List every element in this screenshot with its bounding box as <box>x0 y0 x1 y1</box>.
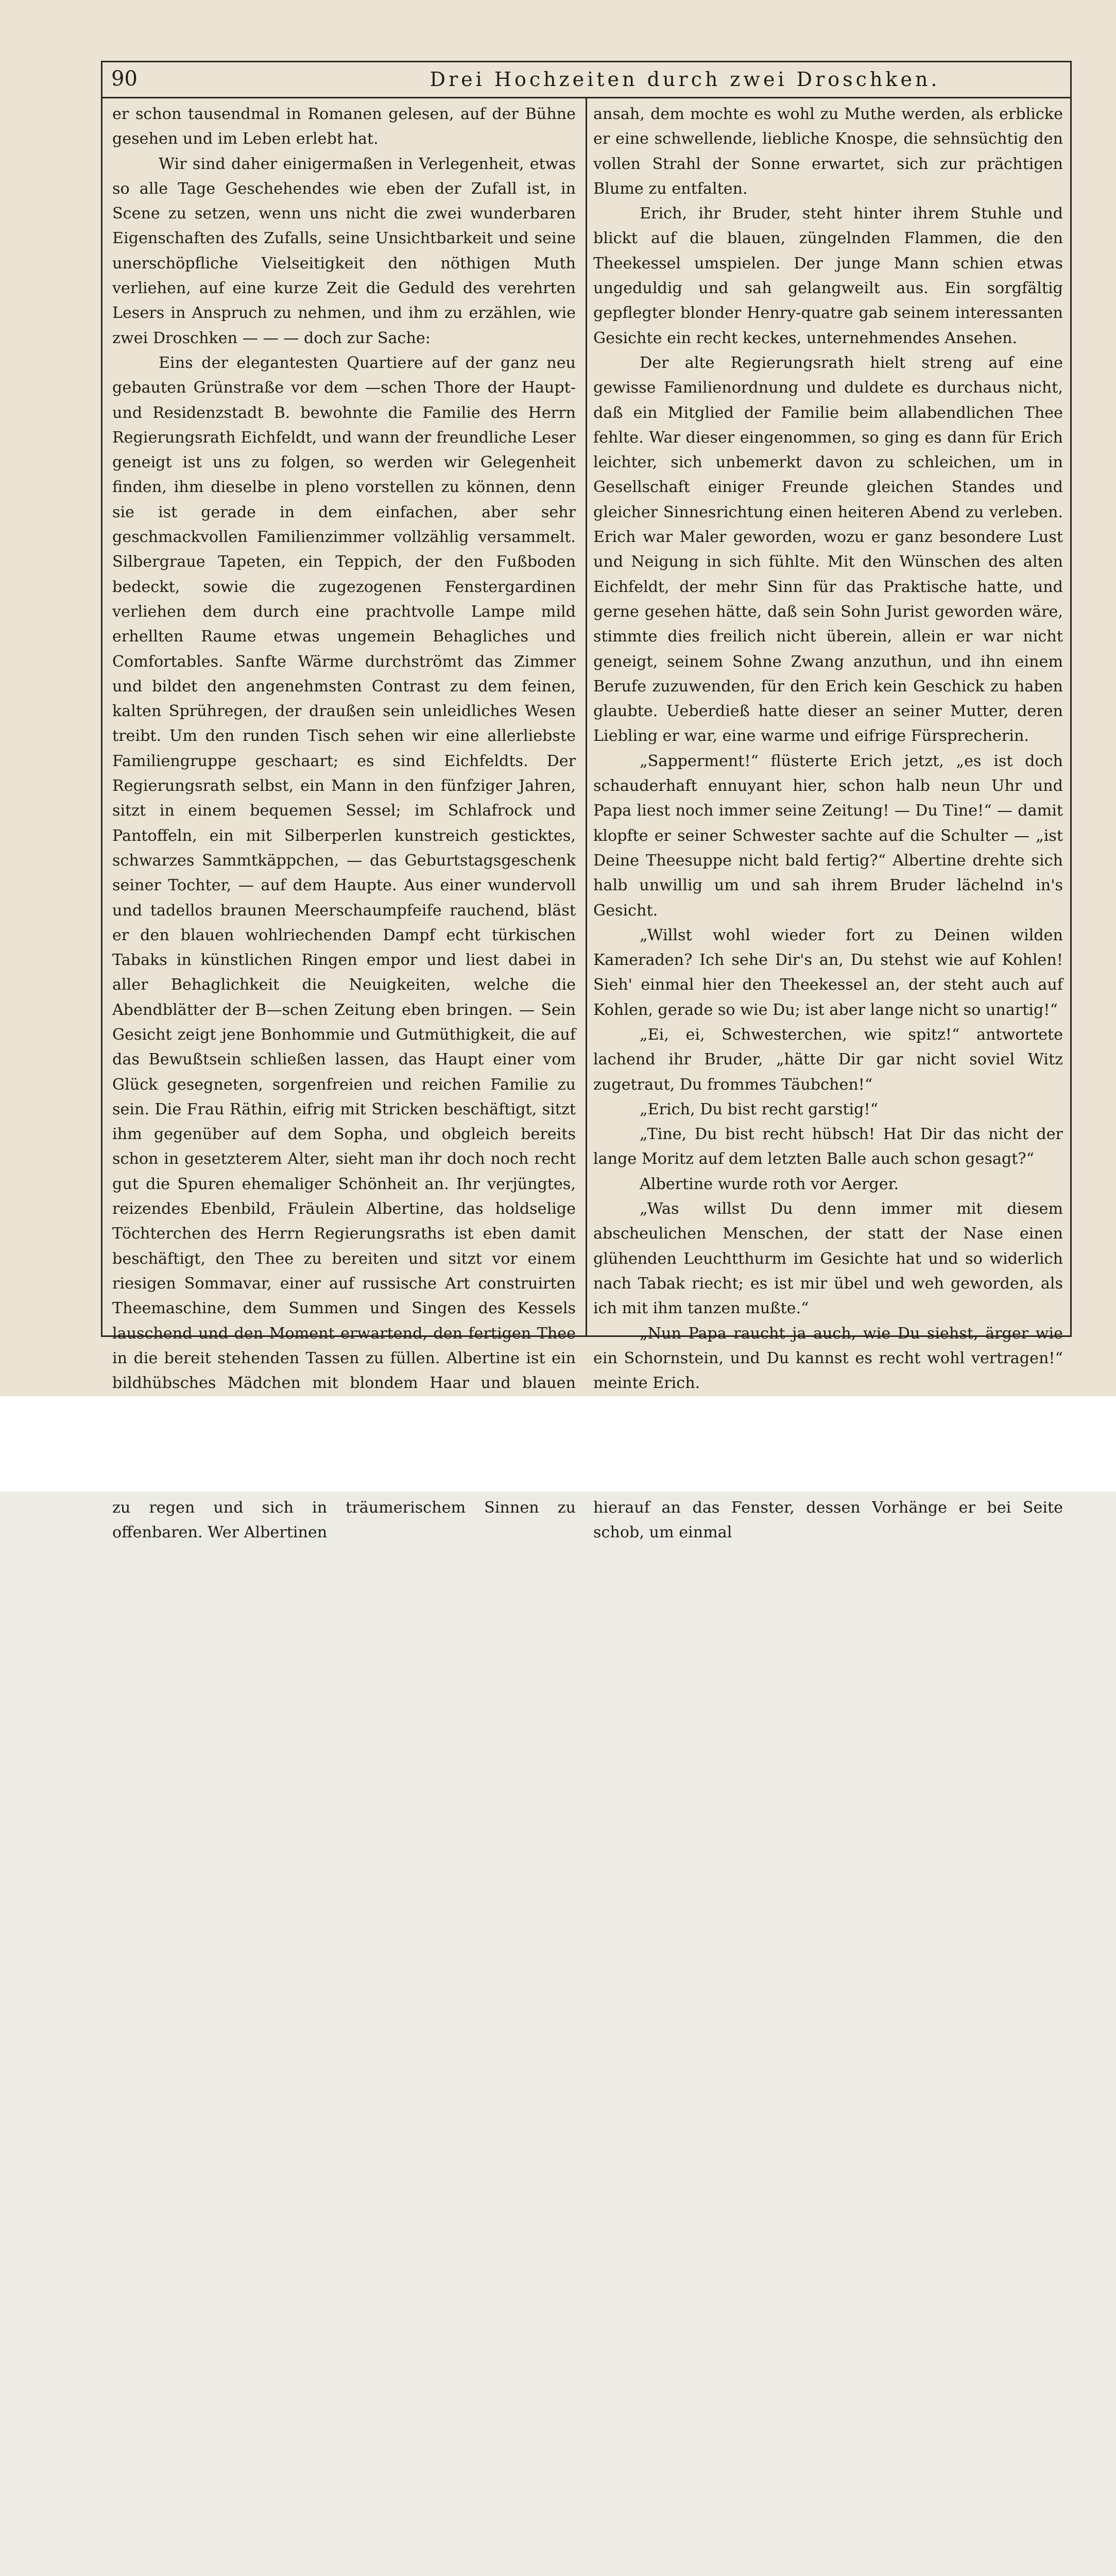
paragraph: Erich, ihr Bruder, steht hinter ihrem Stuhle und blickt auf die blauen, züngelnden Flammen, die den Theekessel umspielen. Der junge Mann schien etwas ungeduldig und sah gelangweilt aus. Ein sorgfältig gepflegter blonder Henry-quatre gab seinem interessanten Gesichte ein recht keckes, unternehmendes Ansehen. <box>593 205 1063 347</box>
paragraph: „Willst wohl wieder fort zu Deinen wilden Kameraden? Ich sehe Dir's an, Du stehst wie auf Kohlen! Sieh' einmal hier den Theekessel an, der steht auch auf Kohlen, gerade so wie Du; ist aber lange nicht so unartig!“ <box>593 926 1063 1019</box>
paragraph: „Was willst Du denn immer mit diesem abscheulichen Menschen, der statt der Nase einen glühenden Leuchtthurm im Gesichte hat und so widerlich nach Tabak riecht; es ist mir übel und weh geworden, als ich mit ihm tanzen mußte.“ <box>593 1200 1063 1318</box>
paragraph: „Tine, Du bist recht hübsch! Hat Dir das nicht der lange Moritz auf dem letzten Balle auch schon gesagt?“ <box>593 1125 1063 1168</box>
paragraph: „Ei, ei, Schwesterchen, wie spitz!“ antwortete lachend ihr Bruder, „hätte Dir gar nicht soviel Witz zugetraut, Du frommes Täubchen!“ <box>593 1025 1063 1094</box>
left-column <box>112 102 576 1545</box>
paragraph: „Nun Papa raucht ja auch, wie Du siehst, ärger wie ein Schornstein, und Du kannst es recht wohl vertragen!“ meinte Erich. <box>593 1324 1063 1393</box>
paragraph: ansah, dem mochte es wohl zu Muthe werden, als erblicke er eine schwellende, liebliche Knospe, die sehnsüchtig den vollen Strahl der Sonne erwartet, sich zur prächtigen Blume zu entfalten. <box>593 105 1063 198</box>
paragraph: „Erich, Du bist recht garstig!“ <box>640 1100 879 1118</box>
page-number: 90 <box>111 67 138 91</box>
paragraph: Wir sind daher einigermaßen in Verlegenheit, etwas so alle Tage Geschehendes wie eben der Zufall ist, in Scene zu setzen, wenn uns nicht die zwei wunderbaren Eigenschaften des Zufalls, seine Unsichtbarkeit und seine unerschöpfliche Vielseitigkeit den nöthigen Muth verliehen, auf eine kurze Zeit die Geduld des verehrten Lesers in Anspruch zu nehmen, und ihm zu erzählen, wie zwei Droschken — — — doch zur Sache: <box>112 155 576 347</box>
paragraph: er schon tausendmal in Romanen gelesen, auf der Bühne gesehen und im Leben erlebt hat. <box>112 105 576 148</box>
column-divider <box>586 98 587 1337</box>
right-column <box>593 102 1063 1545</box>
paragraph: hierauf an das Fenster, dessen Vorhänge er bei Seite schob, um einmal <box>593 1498 1063 1541</box>
running-title: Drei Hochzeiten durch zwei Droschken. <box>430 68 940 91</box>
paragraph: Eins der elegantesten Quartiere auf der ganz neu gebauten Grünstraße vor dem —schen Thore der Haupt- und Residenzstadt B. bewohnte die Familie des Herrn Regierungsrath Eichfeldt, und wann der freundliche Leser geneigt ist uns zu folgen, so werden wir Gelegenheit finden, ihm dieselbe in pleno vorstellen zu können, denn sie ist gerade in dem einfachen, aber sehr geschmackvollen Familienzimmer vollzählig versammelt. Silbergraue Tapeten, ein Teppich, der den Fußboden bedeckt, sowie die zugezogenen Fenstergardinen verliehen dem durch eine prachtvolle Lampe mild erhellten Raume etwas ungemein Behagliches und Comfortables. Sanfte Wärme durchströmt das Zimmer und bildet den angenehmsten Contrast zu dem feinen, kalten Sprühregen, der draußen sein unleidliches Wesen treibt. Um den runden Tisch sehen wir eine allerliebste Familiengruppe geschaart; es sind Eichfeldts. Der Regierungsrath selbst, ein Mann in den fünfziger Jahren, sitzt in einem bequemen Sessel; im Schlafrock und Pantoffeln, ein mit Silberperlen kunstreich gesticktes, schwarzes Sammtkäppchen, — das Geburtstagsgeschenk seiner Tochter, — auf dem Haupte. Aus einer wundervoll und tadellos braunen Meerschaumpfeife rauchend, bläst er den blauen wohlriechenden Dampf echt türkischen Tabaks in künstlichen Ringen empor und liest dabei in aller Behaglichkeit die Neuigkeiten, welche die Abendblätter der B—schen Zeitung eben bringen. — Sein Gesicht zeigt jene Bonhommie und Gutmüthigkeit, die auf das Bewußtsein schließen lassen, das Haupt einer vom Glück gesegneten, sorgenfreien und reichen Familie zu sein. Die Frau Räthin, eifrig mit Stricken beschäftigt, sitzt ihm gegenüber auf dem Sopha, und obgleich bereits schon in gesetzterem Alter, sieht man ihr doch noch recht gut die Spuren ehemaliger Schönheit an. Ihr verjüngtes, reizendes Ebenbild, Fräulein Albertine, das holdselige Töchterchen des Herrn Regierungsraths ist eben damit beschäftigt, den Thee zu bereiten und sitzt vor einem riesigen Sommavar, einer auf russische Art construirten Theemaschine, dem Summen und Singen des Kessels lauschend und den Moment erwartend, den fertigen Thee in die bereit stehenden Tassen zu füllen. Albertine ist ein bildhübsches Mädchen mit blondem Haar und blauen zu regen und sich in träumerischem Sinnen zu offenbaren. Wer Albertinen <box>112 353 576 1541</box>
paragraph: „Sapperment!“ flüsterte Erich jetzt, „es ist doch schauderhaft ennuyant hier, schon halb neun Uhr und Papa liest noch immer seine Zeitung! — Du Tine!“ — damit klopfte er seiner Schwester sachte auf die Schulter — „ist Deine Theesuppe nicht bald fertig?“ Albertine drehte sich halb unwillig um und sah ihrem Bruder lächelnd in's Gesicht. <box>593 752 1063 920</box>
viewer-footer <box>0 1396 1116 1492</box>
paragraph: Albertine wurde roth vor Aerger. <box>640 1175 899 1193</box>
paragraph: Der alte Regierungsrath hielt streng auf eine gewisse Familienordnung und duldete es durchaus nicht, daß ein Mitglied der Familie beim allabendlichen Thee fehlte. War dieser eingenommen, so ging es dann für Erich leichter, sich unbemerkt davon zu schleichen, um in Gesellschaft einiger Freunde gleichen Standes und gleicher Sinnesrichtung einen heiteren Abend zu verleben. Erich war Maler geworden, wozu er ganz besondere Lust und Neigung in sich fühlte. Mit den Wünschen des alten Eichfeldt, der mehr Sinn für das Praktische hatte, und gerne gesehen hätte, daß sein Sohn Jurist geworden wäre, stimmte dies freilich nicht überein, allein er war nicht geneigt, seinem Sohne Zwang anzuthun, und ihn einem Berufe zuzuwenden, für den Erich kein Geschick zu haben glaubte. Ueberdieß hatte dieser an seiner Mutter, deren Liebling er war, eine warme und eifrige Fürsprecherin. <box>593 353 1063 745</box>
